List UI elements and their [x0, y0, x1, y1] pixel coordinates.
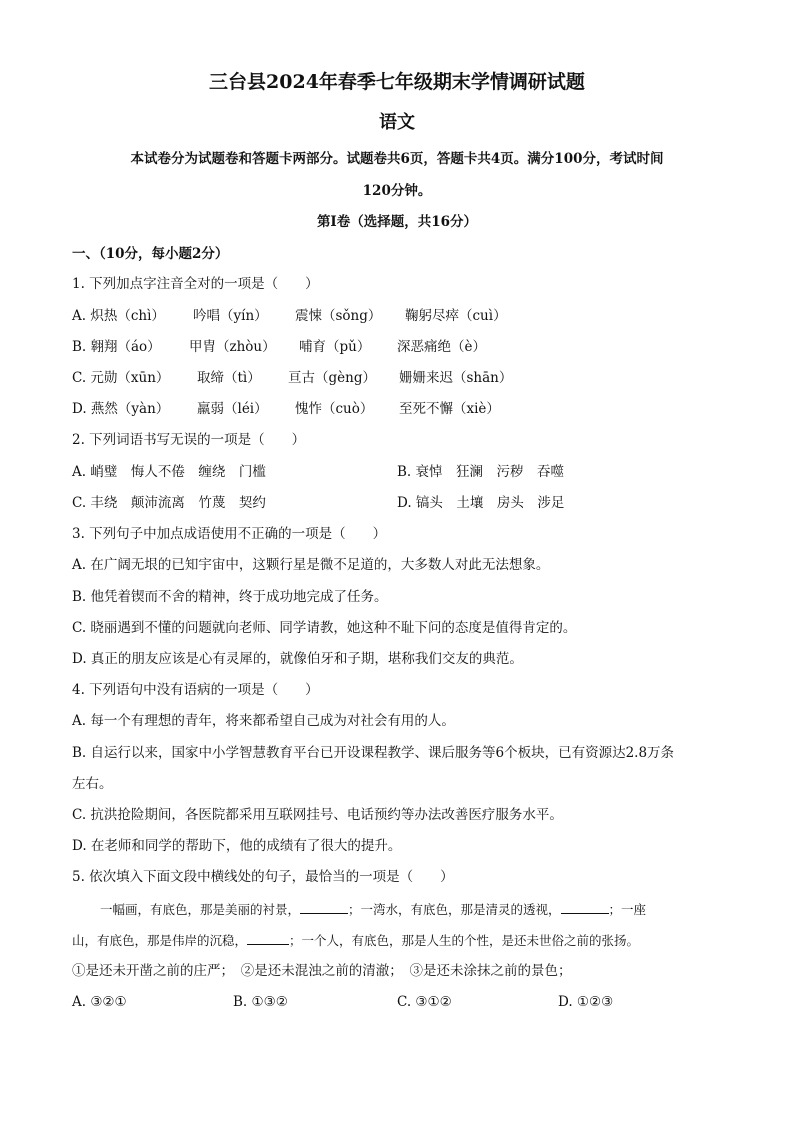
question-5-option-b: B. ①③②: [233, 994, 288, 1010]
question-5-passage-line-2: 山，有底色，那是伟岸的沉稳， ；一个人，有底色，那是人生的个性，是还未世俗之前的张扬。: [72, 930, 639, 951]
question-4-option-c: C. 抗洪抢险期间，各医院都采用互联网挂号、电话预约等办法改善医疗服务水平。: [72, 807, 563, 823]
question-5-stem: 5. 依次填入下面文段中横线处的句子，最恰当的一项是（ ）: [72, 869, 454, 885]
question-4-stem: 4. 下列语句中没有语病的一项是（ ）: [72, 682, 319, 698]
blank-1: [300, 899, 348, 914]
question-2-option-d: D. 镐头 土壤 房头 涉足: [397, 495, 565, 511]
question-5-option-d: D. ①②③: [558, 994, 614, 1010]
subject-title: 语文: [379, 112, 415, 133]
blank-2: [561, 899, 609, 914]
question-3-option-d: D. 真正的朋友应该是心有灵犀的，就像伯牙和子期，堪称我们交友的典范。: [72, 651, 523, 667]
question-5-choices: ①是还未开凿之前的庄严； ②是还未混浊之前的清澈； ③是还未涂抹之前的景色；: [72, 963, 572, 979]
question-4-option-d: D. 在老师和同学的帮助下，他的成绩有了很大的提升。: [72, 838, 402, 854]
part-title: 第Ⅰ卷（选择题，共16分）: [316, 214, 478, 230]
exam-title: 三台县2024年春季七年级期末学情调研试题: [209, 71, 585, 93]
intro-line-2: 120分钟。: [362, 183, 432, 199]
question-3-option-c: C. 晓丽遇到不懂的问题就向老师、同学请教，她这种不耻下问的态度是值得肯定的。: [72, 620, 577, 636]
question-2-option-c: C. 丰绕 颠沛流离 竹蔑 契约: [72, 495, 266, 511]
question-3-stem: 3. 下列句子中加点成语使用不正确的一项是（ ）: [72, 526, 387, 542]
question-4-option-b-line-2: 左右。: [72, 776, 113, 792]
question-4-option-b-line-1: B. 自运行以来，国家中小学智慧教育平台已开设课程教学、课后服务等6个板块，已有资源达2.8万条: [72, 745, 675, 761]
question-5-option-a: A. ③②①: [72, 994, 127, 1010]
section-heading: 一、（10分，每小题2分）: [72, 246, 229, 262]
question-4-option-a: A. 每一个有理想的青年，将来都希望自己成为对社会有用的人。: [72, 713, 455, 729]
question-5-passage-line-1: 一幅画，有底色，那是美丽的衬景， ；一湾水，有底色，那是清灵的透视， ；一座: [100, 899, 646, 920]
question-3-option-a: A. 在广阔无垠的已知宇宙中，这颗行星是微不足道的，大多数人对此无法想象。: [72, 557, 550, 573]
question-1-stem: 1. 下列加点字注音全对的一项是（ ）: [72, 276, 319, 292]
question-2-stem: 2. 下列词语书写无误的一项是（ ）: [72, 432, 306, 448]
question-2-option-a: A. 峭璧 悔人不倦 缠绕 门槛: [72, 464, 266, 480]
blank-3: [247, 930, 289, 945]
question-3-option-b: B. 他凭着锲而不舍的精神，终于成功地完成了任务。: [72, 589, 388, 605]
question-2-option-b: B. 衰悼 狂澜 污秽 吞噬: [397, 464, 565, 480]
exam-page: 三台县2024年春季七年级期末学情调研试题 语文 本试卷分为试题卷和答题卡两部分。试题卷共6页，答题卡共4页。满分100分，考试时间 120分钟。 第Ⅰ卷（选择题，共16分） 一、（10分，每小题2分） 1. 下列加点字注音全对的一项是（ ） A. 炽热（chì） 吟唱（yín） 震悚（sǒng） 鞠躬尽瘁（cuì） B. 翱翔（áo） 甲胄（zhòu） 哺育（pǔ） 深恶痛绝（è） C. 元勋（xūn） 取缔（tì） 亘古（gèng） 姗姗来迟（shān） D. 燕然（yàn） 羸弱（léi） 愧怍（cuò） 至死不懈（xiè） 2. 下列词语书写无误的一项是（ ） A. 峭璧 悔人不倦 缠绕 门槛 B. 衰悼 狂澜 污秽 吞噬 C. 丰绕 颠沛流离 竹蔑 契约 D. 镐头 土壤 房头 涉足 3. 下列句子中加点成语使用不正确的一项是（ ） A. 在广阔无垠的已知宇宙中，这颗行星是微不足道的，大多数人对此无法想象。 B. 他凭着锲而不舍的精神，终于成功地完成了任务。 C. 晓丽遇到不懂的问题就向老师、同学请教，她这种不耻下问的态度是值得肯定的。 D. 真正的朋友应该是心有灵犀的，就像伯牙和子期，堪称我们交友的典范。 4. 下列语句中没有语病的一项是（ ） A. 每一个有理想的青年，将来都希望自己成为对社会有用的人。 B. 自运行以来，国家中小学智慧教育平台已开设课程教学、课后服务等6个板块，已有资源达2.8万条 左右。 C. 抗洪抢险期间，各医院都采用互联网挂号、电话预约等办法改善医疗服务水平。 D. 在老师和同学的帮助下，他的成绩有了很大的提升。 5. 依次填入下面文段中横线处的句子，最恰当的一项是（ ） 一幅画，有底色，那是美丽的衬景， ；一湾水，有底色，那是清灵的透视， ；一座 山，有底色，那是伟岸的沉稳， ；一个人，有底色，那是人生的个性，是还未世俗之前的张扬。 ①是还未开凿之前的庄严； ②是还未混浊之前的清澈； ③是还未涂抹之前的景色； A. ③②① B. ①③② C. ③①② D. ①②③: [0, 0, 794, 1123]
intro-line-1: 本试卷分为试题卷和答题卡两部分。试题卷共6页，答题卡共4页。满分100分，考试时间: [130, 151, 664, 167]
question-5-option-c: C. ③①②: [397, 994, 452, 1010]
